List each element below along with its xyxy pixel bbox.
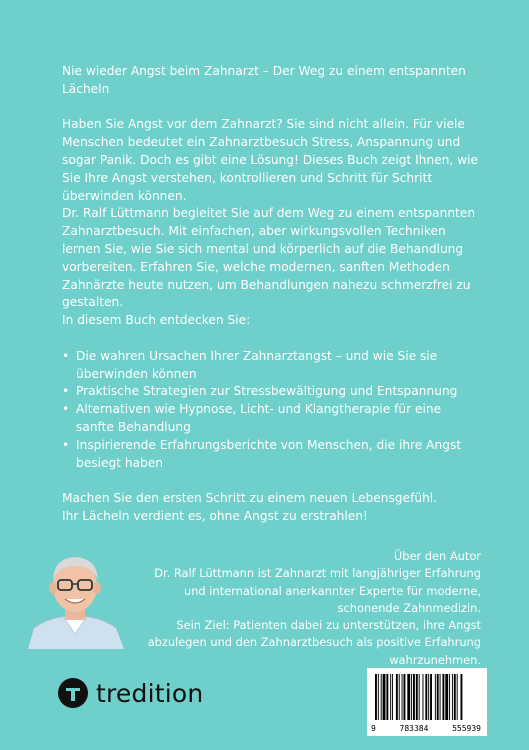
list-item: • Die wahren Ursachen Ihrer Zahnarztangst – und wie Sie sie überwinden können [62, 348, 482, 384]
author-photo [20, 546, 130, 649]
barcode-digit-group: 555939 [452, 724, 481, 733]
barcode-bar [381, 674, 382, 720]
barcode-digit-group: 783384 [399, 724, 429, 733]
closing-line: Ihr Lächeln verdient es, ohne Angst zu erstrahlen! [62, 508, 368, 523]
barcode-bar [386, 674, 388, 720]
barcode-bar [399, 674, 400, 720]
barcode-bar [404, 674, 406, 720]
barcode-bar [402, 674, 403, 720]
barcode-bar [413, 674, 415, 720]
about-author [131, 548, 481, 669]
intro-paragraph: Haben Sie Angst vor dem Zahnarzt? Sie sind nicht allein. Für viele Menschen bedeutet ein Zahnarztbesuch Stress, Anspannung und sogar Panik. Doch es gibt eine Lösung! Dieses Buch zeigt Ihnen, wie Sie Ihre Angst verstehen, kontrollieren und Schritt für Schritt überwinden können. [62, 117, 479, 203]
barcode-bar [396, 674, 398, 720]
barcode-bar [407, 674, 410, 720]
about-author-heading: Über den Autor [393, 549, 481, 563]
barcode-bar [375, 674, 377, 720]
barcode-bar [435, 674, 436, 720]
barcode-bar [445, 674, 448, 720]
barcode-bar [392, 674, 393, 720]
barcode-bar [461, 674, 463, 720]
barcode-bar [449, 674, 450, 720]
isbn-barcode [367, 668, 487, 736]
barcode-bar [442, 674, 444, 720]
list-item: • Praktische Strategien zur Stressbewältigung und Entspannung [62, 383, 482, 401]
barcode-bar [411, 674, 412, 720]
list-item: • Alternativen wie Hypnose, Licht- und Klangtherapie für eine sanfte Behandlung [62, 401, 482, 437]
barcode-bar [390, 674, 391, 720]
barcode-bar [428, 674, 429, 720]
author-paragraph: Dr. Ralf Lüttmann begleitet Sie auf dem Weg zu einem entspannten Zahnarztbesuch. Mit einfachen, aber wirkungsvollen Techniken lernen Sie, wie Sie sich mental und körperlich auf die Behandlung vorbereiten. Erfahren Sie, welche modernen, sanften Methoden Zahnärzte heute nutzen, um Behandlungen nahezu schmerzfrei zu gestalten. [62, 206, 476, 310]
barcode-bar [416, 674, 418, 720]
barcode-bar [423, 674, 424, 720]
publisher-logo [58, 678, 203, 708]
back-cover-text [62, 63, 482, 526]
barcode-bar [383, 674, 386, 720]
barcode-bar [457, 674, 458, 720]
feature-list [62, 348, 482, 473]
closing-line: Machen Sie den ersten Schritt zu einem neuen Lebensgefühl. [62, 491, 438, 506]
list-intro: In diesem Buch entdecken Sie: [62, 313, 251, 328]
author-bio: Dr. Ralf Lüttmann ist Zahnarzt mit langjähriger Erfahrung und international anerkannter Experte für moderne, schonende Zahnmedizin. [154, 566, 481, 615]
author-goal: Sein Ziel: Patienten dabei zu unterstützen, ihre Angst abzulegen und den Zahnarztbesuch als positive Erfahrung wahrzunehmen. [147, 618, 481, 667]
barcode-bar [430, 674, 432, 720]
barcode-bar [419, 674, 420, 720]
publisher-name: tredition [96, 678, 204, 708]
list-item: • Inspirierende Erfahrungsberichte von Menschen, die ihre Angst besiegt haben [62, 437, 482, 473]
book-title-line: Nie wieder Angst beim Zahnarzt – Der Weg zu einem entspannten Lächeln [62, 64, 466, 96]
barcode-bar [454, 674, 456, 720]
barcode-digit-group: 9 [371, 724, 376, 733]
barcode-bar [425, 674, 427, 720]
barcode-bar [440, 674, 441, 720]
barcode-bar [452, 674, 453, 720]
tredition-logo-icon [58, 678, 88, 708]
barcode-bar [437, 674, 439, 720]
barcode-bar [378, 674, 379, 720]
barcode-digits [367, 724, 487, 733]
